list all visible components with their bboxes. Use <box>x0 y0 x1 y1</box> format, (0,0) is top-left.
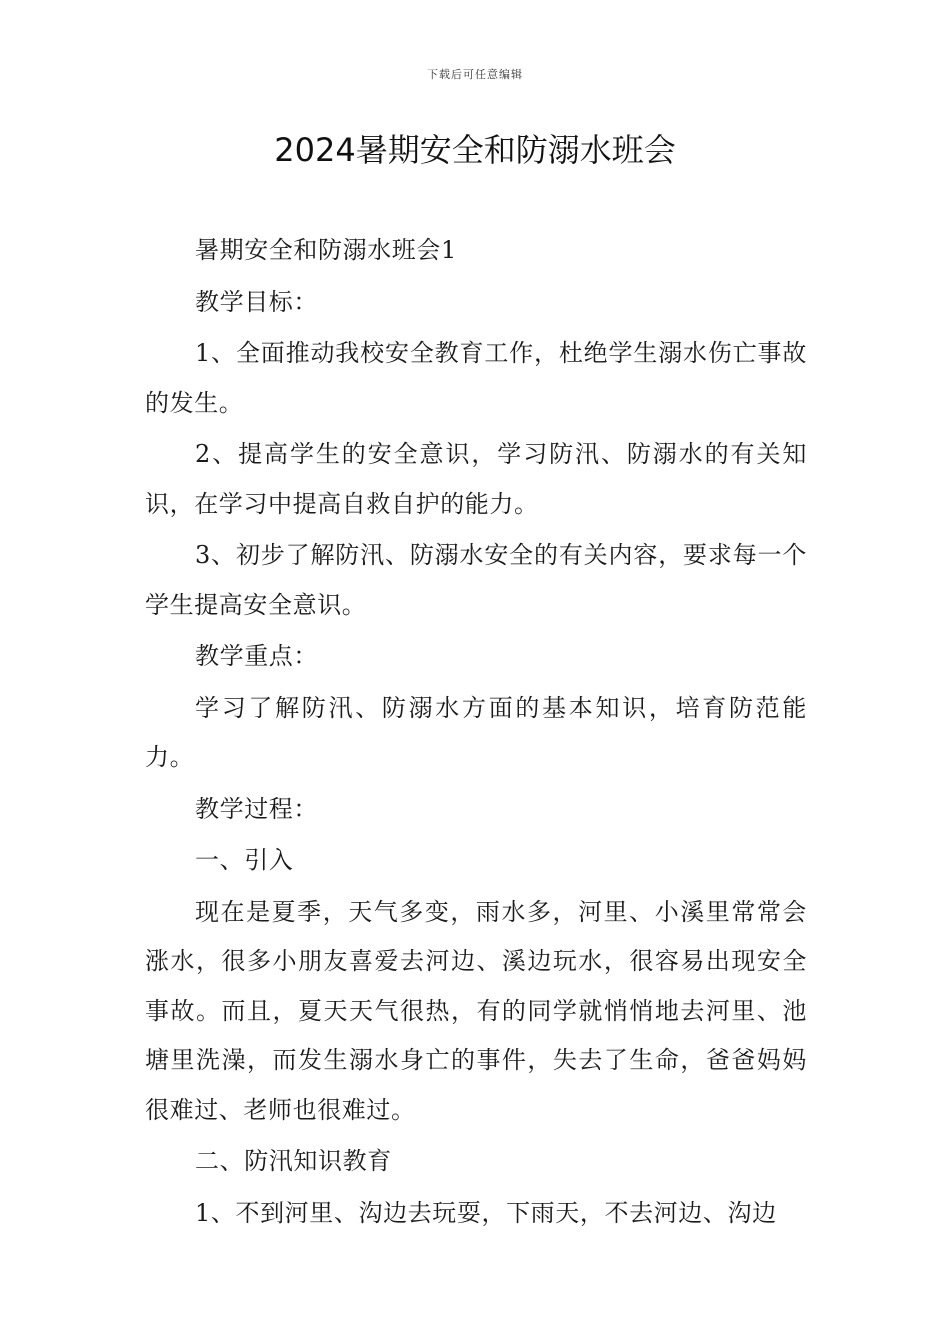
paragraph: 1、不到河里、沟边去玩耍，下雨天，不去河边、沟边 <box>195 1198 777 1227</box>
paragraph: 暑期安全和防溺水班会1 <box>195 236 457 264</box>
header-note: 下载后可任意编辑 <box>427 68 523 81</box>
paragraph: 学习了解防汛、防溺水方面的基本知识，培育防范能力。 <box>145 693 807 771</box>
paragraph: 教学目标： <box>195 287 318 316</box>
paragraph: 现在是夏季，天气多变，雨水多，河里、小溪里常常会涨水，很多小朋友喜爱去河边、溪边玩水，很容易出现安全事故。而且，夏天天气很热，有的同学就悄悄地去河里、池塘里洗澡，而发生溺水身亡的事件，失去了生命，爸爸妈妈很难过、老师也很难过。 <box>145 897 807 1124</box>
paragraph: 3、初步了解防汛、防溺水安全的有关内容，要求每一个学生提高安全意识。 <box>145 541 807 619</box>
paragraph: 二、防汛知识教育 <box>195 1147 392 1175</box>
paragraph: 教学过程： <box>195 794 318 823</box>
paragraph: 教学重点： <box>195 642 318 670</box>
document-title: 2024暑期安全和防溺水班会 <box>274 131 676 169</box>
document-body <box>145 226 807 1240</box>
paragraph: 1、全面推动我校安全教育工作，杜绝学生溺水伤亡事故的发生。 <box>145 339 807 417</box>
paragraph: 一、引入 <box>195 846 294 874</box>
paragraph: 2、提高学生的安全意识，学习防汛、防溺水的有关知识，在学习中提高自救自护的能力。 <box>145 440 807 518</box>
